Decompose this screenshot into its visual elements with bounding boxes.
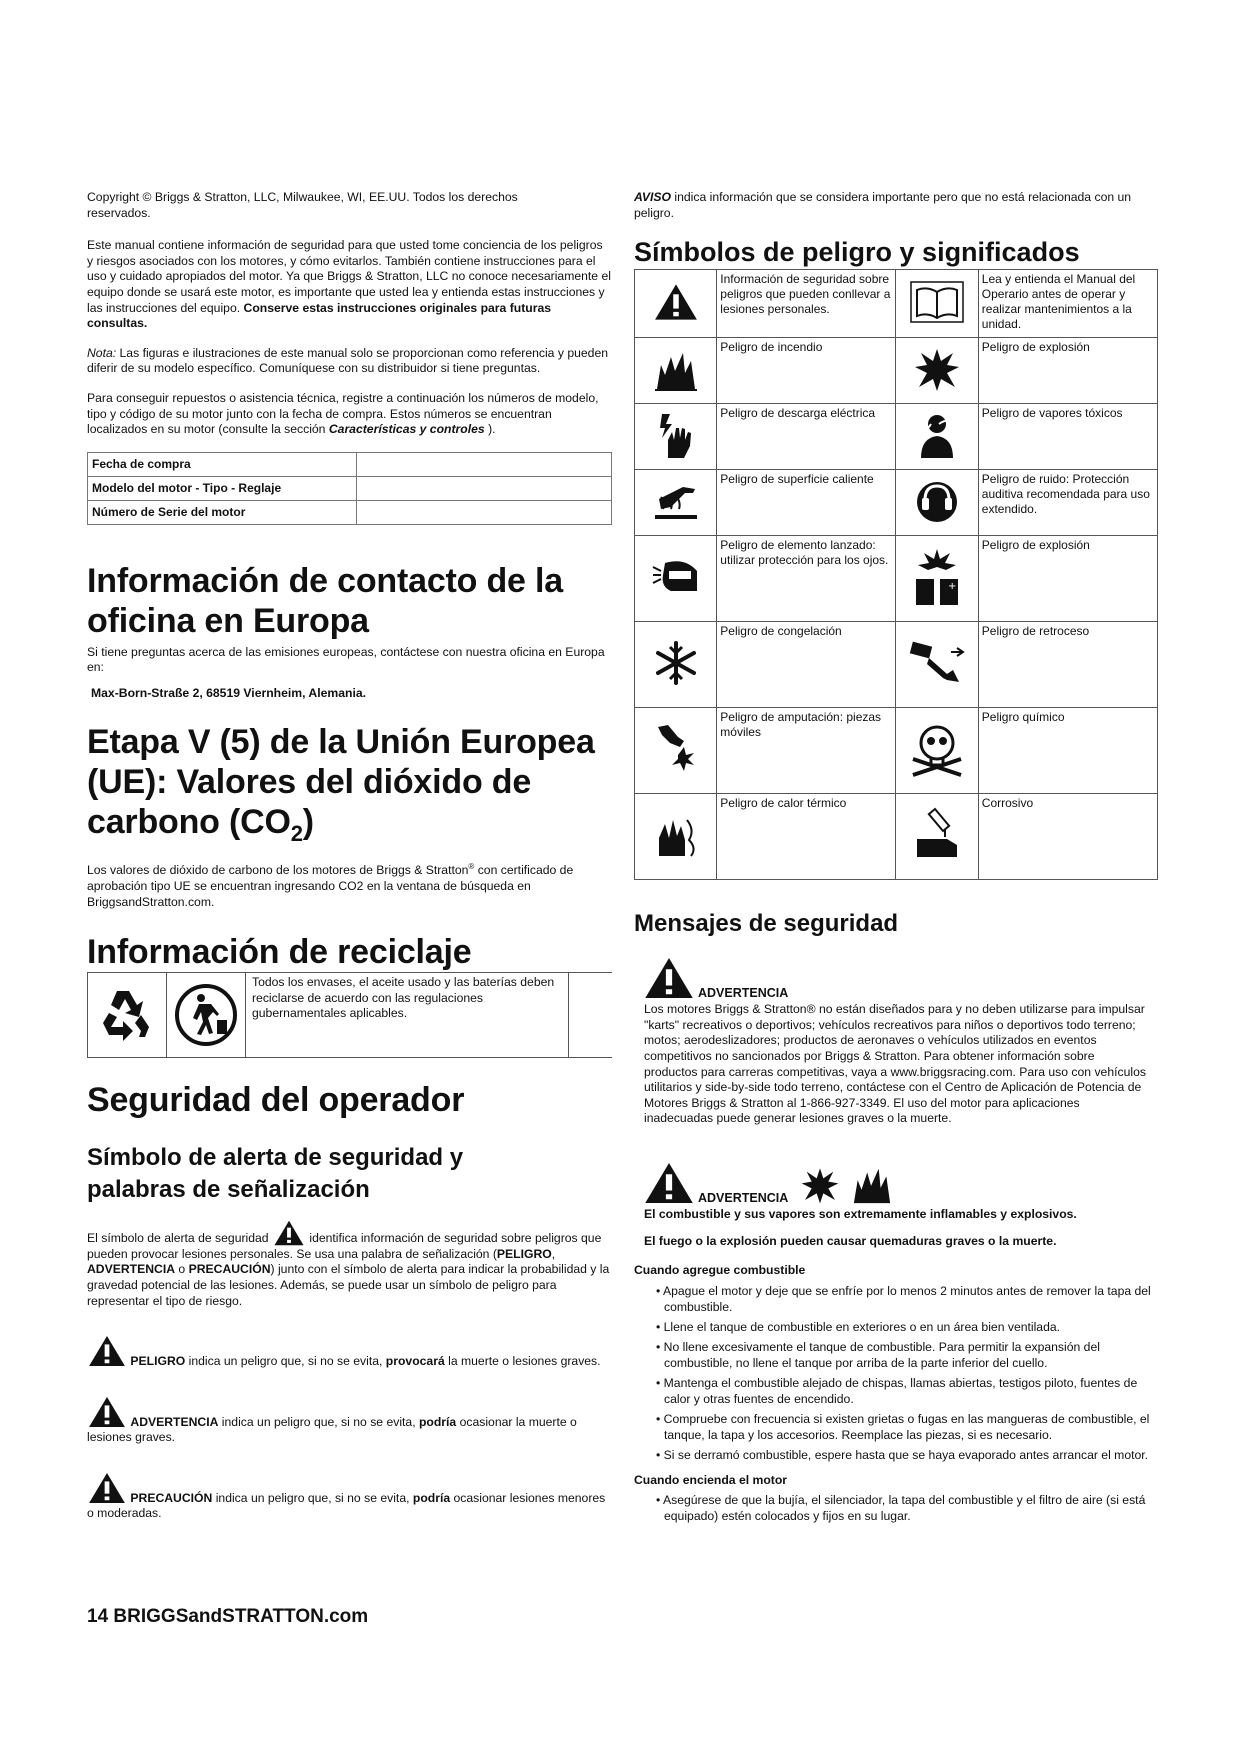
contact-title: Información de contacto de la oficina en Europa (87, 561, 563, 640)
engine-model-field[interactable] (357, 476, 612, 500)
warning-triangle-icon (644, 956, 694, 1000)
explosion-icon (800, 1165, 840, 1205)
hazard-cell: Peligro de vapores tóxicos (978, 404, 1157, 470)
table-row (635, 536, 1158, 622)
kickback-icon (896, 622, 978, 708)
hazard-cell: Peligro de amputación: piezas móviles (717, 708, 896, 794)
hazard-cell: Peligro de elemento lanzado: utilizar protección para los ojos. (717, 536, 896, 622)
hazard-cell: Información de seguridad sobre peligros que pueden conllevar a lesiones personales. (717, 270, 896, 338)
registration-table (87, 452, 612, 525)
start-list (634, 1492, 1154, 1524)
corrosive-icon (896, 794, 978, 880)
toxic-fumes-icon (896, 404, 978, 470)
note-text: Nota: Las figuras e ilustraciones de este manual solo se proporcionan como referencia y pueden diferir de su modelo específico. Comuníquese con su distribuidor si tiene preguntas. (87, 345, 608, 376)
list-item: • Compruebe con frecuencia si existen grietas o fugas en las mangueras de combustible, el tanque, la tapa y los accesorios. Reemplace las piezas, si es necesario. (664, 1411, 1154, 1443)
hazard-cell: Peligro de retroceso (978, 622, 1157, 708)
danger-triangle-icon (87, 1335, 127, 1367)
table-row (635, 470, 1158, 536)
caution-definition: PRECAUCIÓN indica un peligro que, si no se evita, podría ocasionar lesiones menores o moderadas. (87, 1472, 612, 1522)
recycle-text: Todos los envases, el aceite usado y las baterías deben reciclarse de acuerdo con las regulaciones gubernamentales aplicables. (246, 973, 569, 1057)
co2-title: Etapa V (5) de la Unión Europea (UE): Valores del dióxido de carbono $(CO_2)$ (87, 722, 595, 846)
fuel-flammable-text: El combustible y sus vapores son extremamente inflamables y explosivos. (644, 1206, 1077, 1221)
list-item: • Asegúrese de que la bujía, el silenciador, la tapa del combustible y el filtro de aire (si está equipado) estén colocados y fijos en su lugar. (664, 1492, 1154, 1524)
list-item: • No llene excesivamente el tanque de combustible. Para permitir la expansión del combustible, no llene el tanque por arriba de la parte inferior del cuello. (664, 1339, 1154, 1371)
warning-definition: ADVERTENCIA indica un peligro que, si no se evita, podría ocasionar la muerte o lesiones graves. (87, 1396, 612, 1446)
warning-header-1: ADVERTENCIA (634, 956, 1154, 1000)
hazard-symbols-table (634, 269, 1158, 880)
purchase-date-field[interactable] (357, 452, 612, 476)
hazard-cell: Peligro de incendio (717, 338, 896, 404)
hazard-cell: Peligro de explosión (978, 338, 1157, 404)
co2-text: Los valores de dióxido de carbono de los motores de Briggs & Stratton® con certificado de aprobación tipo UE se encuentran ingresando CO2 en la ventana de búsqueda en BriggsandStratton.com. (87, 862, 574, 909)
notice-definition: AVISO indica información que se considera importante pero que no está relacionada con un peligro. (634, 190, 1132, 220)
freezing-icon (635, 622, 717, 708)
start-heading: Cuando encienda el motor (634, 1472, 788, 1487)
serial-number-field[interactable] (357, 500, 612, 524)
list-item: • Llene el tanque de combustible en exteriores o en un área bien ventilada. (664, 1319, 1154, 1335)
hazard-cell: Corrosivo (978, 794, 1157, 880)
list-item: • Apague el motor y deje que se enfríe por lo menos 2 minutos antes de remover la tapa del combustible. (664, 1283, 1154, 1315)
eye-protection-icon (635, 536, 717, 622)
hazard-cell: Lea y entienda el Manual del Operario antes de operar y realizar mantenimientos a la unidad. (978, 270, 1157, 338)
hearing-protection-icon (896, 470, 978, 536)
fire-icon (635, 338, 717, 404)
table-row (88, 476, 612, 500)
page-footer: 14 BRIGGSandSTRATTON.com (87, 1606, 369, 1627)
warning-triangle-icon (644, 1161, 694, 1205)
recycle-title: Información de reciclaje (87, 933, 472, 972)
controls-section-link[interactable]: Características y controles (328, 422, 485, 437)
contact-address: Max-Born-Straße 2, 68519 Viernheim, Alemania. (91, 685, 367, 700)
hazard-cell: Peligro de calor térmico (717, 794, 896, 880)
hazard-cell: Peligro químico (978, 708, 1157, 794)
hazard-cell: Peligro de superficie caliente (717, 470, 896, 536)
right-column (634, 190, 1154, 1528)
chemical-skull-icon (896, 708, 978, 794)
recycle-icon (87, 973, 167, 1057)
electric-shock-icon (635, 404, 717, 470)
manual-icon (896, 270, 978, 338)
table-row (635, 270, 1158, 338)
battery-explosion-icon (896, 536, 978, 622)
alert-triangle-icon (272, 1220, 306, 1246)
fuel-heading: Cuando agregue combustible (634, 1263, 806, 1278)
alert-symbol-title: Símbolo de alerta de seguridad y palabras de señalización (87, 1144, 464, 1204)
safety-messages-title: Mensajes de seguridad (634, 910, 899, 938)
fuel-list (634, 1283, 1154, 1463)
hazard-cell: Peligro de ruido: Protección auditiva recomendada para uso extendido. (978, 470, 1157, 536)
explosion-icon (896, 338, 978, 404)
fire-icon (844, 1163, 900, 1205)
warning-triangle-icon (87, 1396, 127, 1428)
hazard-cell: Peligro de descarga eléctrica (717, 404, 896, 470)
contact-text: Si tiene preguntas acerca de las emisiones europeas, contáctese con nuestra oficina en Europa en: (87, 644, 605, 675)
hazard-cell: Peligro de congelación (717, 622, 896, 708)
alert-text: El símbolo de alerta de seguridad identifica información de seguridad sobre peligros que pueden provocar lesiones personales. Se usa una palabra de señalización (PELIGRO, ADVERTENCIA o PRECAUCIÓN) junto con el símbolo de alerta para indicar la probabilidad y la gravedad potencial de las lesiones. Además, se puede usar un símbolo de peligro para representar el tipo de riesgo. (87, 1220, 612, 1309)
purchase-date-label: Fecha de compra (88, 452, 357, 476)
list-item: • Si se derramó combustible, espere hasta que se haya evaporado antes arrancar el motor. (664, 1447, 1154, 1463)
hazard-symbols-title: Símbolos de peligro y significados (634, 237, 1080, 268)
table-row (635, 708, 1158, 794)
table-row (635, 622, 1158, 708)
thermal-heat-icon (635, 794, 717, 880)
warning-header-2: ADVERTENCIA (634, 1161, 1154, 1205)
amputation-icon (635, 708, 717, 794)
table-row (635, 794, 1158, 880)
hot-surface-icon (635, 470, 717, 536)
table-row (635, 404, 1158, 470)
operator-safety-title: Seguridad del operador (87, 1081, 465, 1120)
copyright-text: Copyright © Briggs & Stratton, LLC, Milwaukee, WI, EE.UU. Todos los derechos reservados. (87, 190, 518, 220)
caution-triangle-icon (87, 1472, 127, 1504)
tidyman-icon (167, 973, 246, 1057)
danger-definition: PELIGRO indica un peligro que, si no se evita, provocará la muerte o lesiones graves. (87, 1335, 612, 1370)
warning-karts-text: Los motores Briggs & Stratton® no están diseñados para y no deben utilizarse para impulsar "karts" recreativos o deportivos; vehículos recreativos para niños o deportivos todo terreno; motos; aerodeslizadores; productos de aeronaves o vehículos utilizados en eventos competitivos no sancionados por Briggs & Stratton. Para obtener información sobre productos para carreras competitivas, vaya a www.briggsracing.com. Para uso con vehículos utilitarios y side-by-side todo terreno, contáctese con el Centro de Aplicación de Potencia de Motores Briggs & Stratton al 1-866-927-3349. El uso del motor para aplicaciones inadecuadas puede generar lesiones graves o la muerte. (644, 1002, 1146, 1126)
table-row (88, 452, 612, 476)
safety-alert-icon (635, 270, 717, 338)
fuel-burns-text: El fuego o la explosión pueden causar quemaduras graves o la muerte. (644, 1233, 1057, 1248)
list-item: • Mantenga el combustible alejado de chispas, llamas abiertas, testigos piloto, fuentes de calor y otras fuentes de encendido. (664, 1375, 1154, 1407)
table-row (635, 338, 1158, 404)
table-row (88, 500, 612, 524)
serial-number-label: Número de Serie del motor (88, 500, 357, 524)
hazard-cell: Peligro de explosión (978, 536, 1157, 622)
left-column (87, 190, 612, 1522)
intro-text: Este manual contiene información de seguridad para que usted tome conciencia de los peligros y riesgos asociados con los motores, y cómo evitarlos. También contiene instrucciones para el uso y cuidado apropiados del motor. Ya que Briggs & Stratton, LLC no conoce necesariamente el equipo donde se usará este motor, es importante que usted lea y entienda estas instrucciones y las instrucciones del equipo. Conserve estas instrucciones originales para futuras consultas. (87, 238, 611, 331)
register-text: Para conseguir repuestos o asistencia técnica, registre a continuación los números de modelo, tipo y código de su motor junto con la fecha de compra. Estos números se encuentran localizados en su motor (consulte la sección Características y controles ). (87, 390, 599, 437)
recycle-box (87, 972, 612, 1058)
svg-text:+: + (948, 580, 957, 592)
engine-model-label: Modelo del motor - Tipo - Reglaje (88, 476, 357, 500)
